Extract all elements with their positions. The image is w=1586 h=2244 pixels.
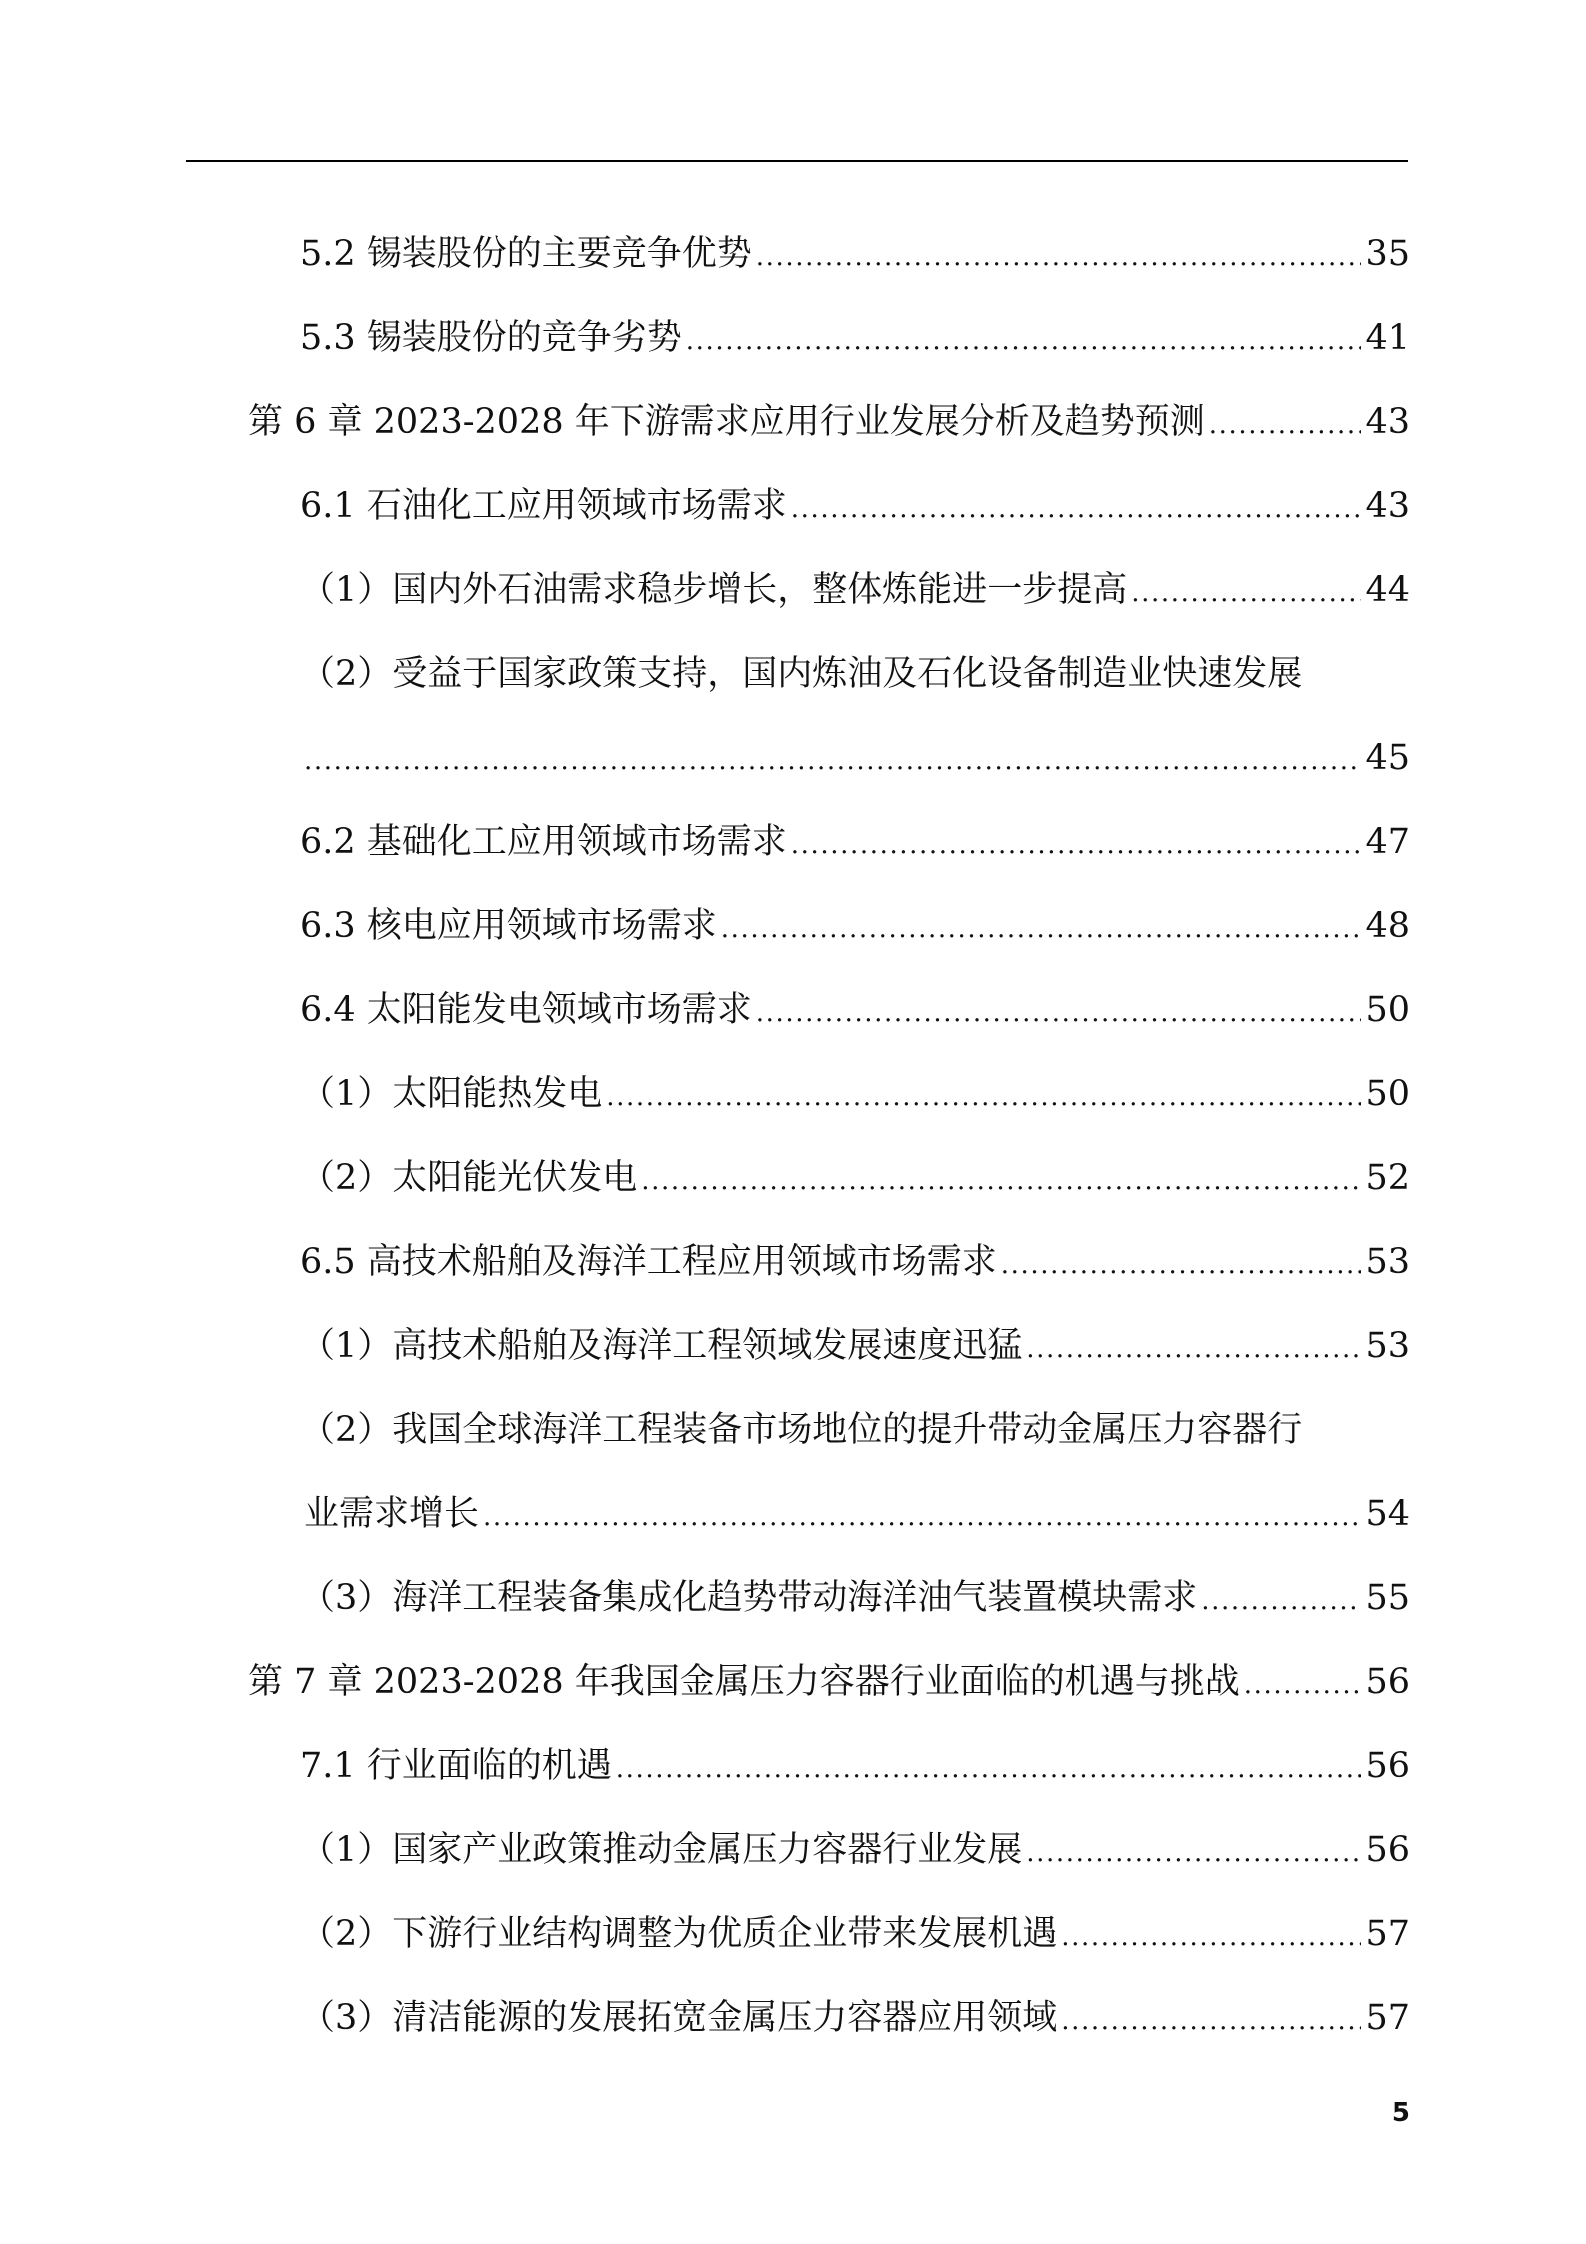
toc-entry-page: 45 [1365,738,1410,778]
toc-entry-6-1[interactable] [300,484,1410,531]
toc-entry-label: （3）海洋工程装备集成化趋势带动海洋油气装置模块需求 [300,1578,1198,1618]
toc-entry-label-continued: 业需求增长 [304,1494,480,1534]
toc-entry-6-3[interactable] [300,904,1410,951]
dot-leader [721,904,1362,951]
dot-leader [1001,1240,1362,1287]
toc-entry-6-5-3[interactable] [300,1576,1410,1623]
dot-leader [606,1072,1361,1119]
toc-entry-page: 41 [1365,318,1410,358]
toc-entry-label: 7.1 行业面临的机遇 [300,1746,612,1786]
toc-entry-label: 6.5 高技术船舶及海洋工程应用领域市场需求 [300,1242,997,1282]
dot-leader [791,820,1362,867]
toc-entry-7-1-3[interactable] [300,1996,1410,2043]
toc-entry-6-4[interactable] [300,988,1410,1035]
toc-entry-page: 44 [1365,570,1410,610]
toc-entry-page: 54 [1365,1494,1410,1534]
dot-leader [616,1744,1362,1791]
toc-entry-page: 57 [1365,1914,1410,1954]
toc-entry-label: 第 7 章 2023-2028 年我国金属压力容器行业面临的机遇与挑战 [248,1662,1240,1702]
toc-entry-label: （2）受益于国家政策支持，国内炼油及石化设备制造业快速发展 [300,654,1303,694]
toc-entry-page: 57 [1365,1998,1410,2038]
toc-entry-label: （1）太阳能热发电 [300,1074,603,1114]
dot-leader [1026,1828,1361,1875]
toc-entry-label: 6.1 石油化工应用领域市场需求 [300,486,787,526]
toc-entry-6-1-2-line2[interactable] [304,736,1410,783]
dot-leader [756,988,1362,1035]
dot-leader [1061,1996,1361,2043]
dot-leader [1061,1912,1361,1959]
toc-entry-label: （2）我国全球海洋工程装备市场地位的提升带动金属压力容器行 [300,1410,1303,1450]
toc-entry-page: 56 [1365,1662,1410,1702]
toc-entry-page: 47 [1365,822,1410,862]
toc-entry-page: 43 [1365,402,1410,442]
toc-entry-6-1-2-line1[interactable] [300,652,1410,696]
toc-entry-page: 53 [1365,1242,1410,1282]
toc-entry-label: 6.2 基础化工应用领域市场需求 [300,822,787,862]
toc-entry-label: 6.4 太阳能发电领域市场需求 [300,990,752,1030]
dot-leader [641,1156,1361,1203]
toc-entry-page: 55 [1365,1578,1410,1618]
toc-entry-6-5-2-line2[interactable] [304,1492,1410,1539]
toc-entry-label: （1）高技术船舶及海洋工程领域发展速度迅猛 [300,1326,1023,1366]
toc-entry-page: 56 [1365,1746,1410,1786]
toc-entry-page: 50 [1365,1074,1410,1114]
toc-entry-page: 52 [1365,1158,1410,1198]
dot-leader [791,484,1362,531]
dot-leader [1131,568,1361,615]
dot-leader [686,316,1362,363]
toc-entry-chapter-6[interactable] [248,400,1410,447]
toc-entry-label: 第 6 章 2023-2028 年下游需求应用行业发展分析及趋势预测 [248,402,1205,442]
dot-leader [1244,1660,1362,1707]
toc-entry-6-1-1[interactable] [300,568,1410,615]
toc-entry-chapter-7[interactable] [248,1660,1410,1707]
toc-entry-6-5-2-line1[interactable] [300,1408,1410,1452]
toc-entry-6-4-2[interactable] [300,1156,1410,1203]
toc-entry-page: 56 [1365,1830,1410,1870]
toc-entry-label: （1）国家产业政策推动金属压力容器行业发展 [300,1830,1023,1870]
header-rule [186,160,1408,162]
toc-entry-7-1[interactable] [300,1744,1410,1791]
toc-entry-7-1-2[interactable] [300,1912,1410,1959]
toc-entry-label: （1）国内外石油需求稳步增长，整体炼能进一步提高 [300,570,1128,610]
dot-leader [304,736,1361,783]
toc-entry-label: 5.2 锡装股份的主要竞争优势 [300,234,752,274]
toc-entry-label: （3）清洁能源的发展拓宽金属压力容器应用领域 [300,1998,1058,2038]
toc-entry-7-1-1[interactable] [300,1828,1410,1875]
toc-entry-label: （2）太阳能光伏发电 [300,1158,638,1198]
toc-entry-label: 6.3 核电应用领域市场需求 [300,906,717,946]
toc-entry-6-4-1[interactable] [300,1072,1410,1119]
dot-leader [756,232,1362,279]
toc-entry-page: 43 [1365,486,1410,526]
toc-entry-label: （2）下游行业结构调整为优质企业带来发展机遇 [300,1914,1058,1954]
toc-entry-5-3[interactable] [300,316,1410,363]
toc-entry-page: 50 [1365,990,1410,1030]
dot-leader [1209,400,1362,447]
toc-entry-page: 48 [1365,906,1410,946]
dot-leader [483,1492,1361,1539]
toc-entry-6-5[interactable] [300,1240,1410,1287]
toc-entry-6-5-1[interactable] [300,1324,1410,1371]
toc-entry-6-2[interactable] [300,820,1410,867]
toc-entry-5-2[interactable] [300,232,1410,279]
toc-entry-page: 35 [1365,234,1410,274]
dot-leader [1026,1324,1361,1371]
toc-entry-page: 53 [1365,1326,1410,1366]
page-number: 5 [1391,2098,1410,2128]
toc-entry-label: 5.3 锡装股份的竞争劣势 [300,318,682,358]
dot-leader [1201,1576,1361,1623]
